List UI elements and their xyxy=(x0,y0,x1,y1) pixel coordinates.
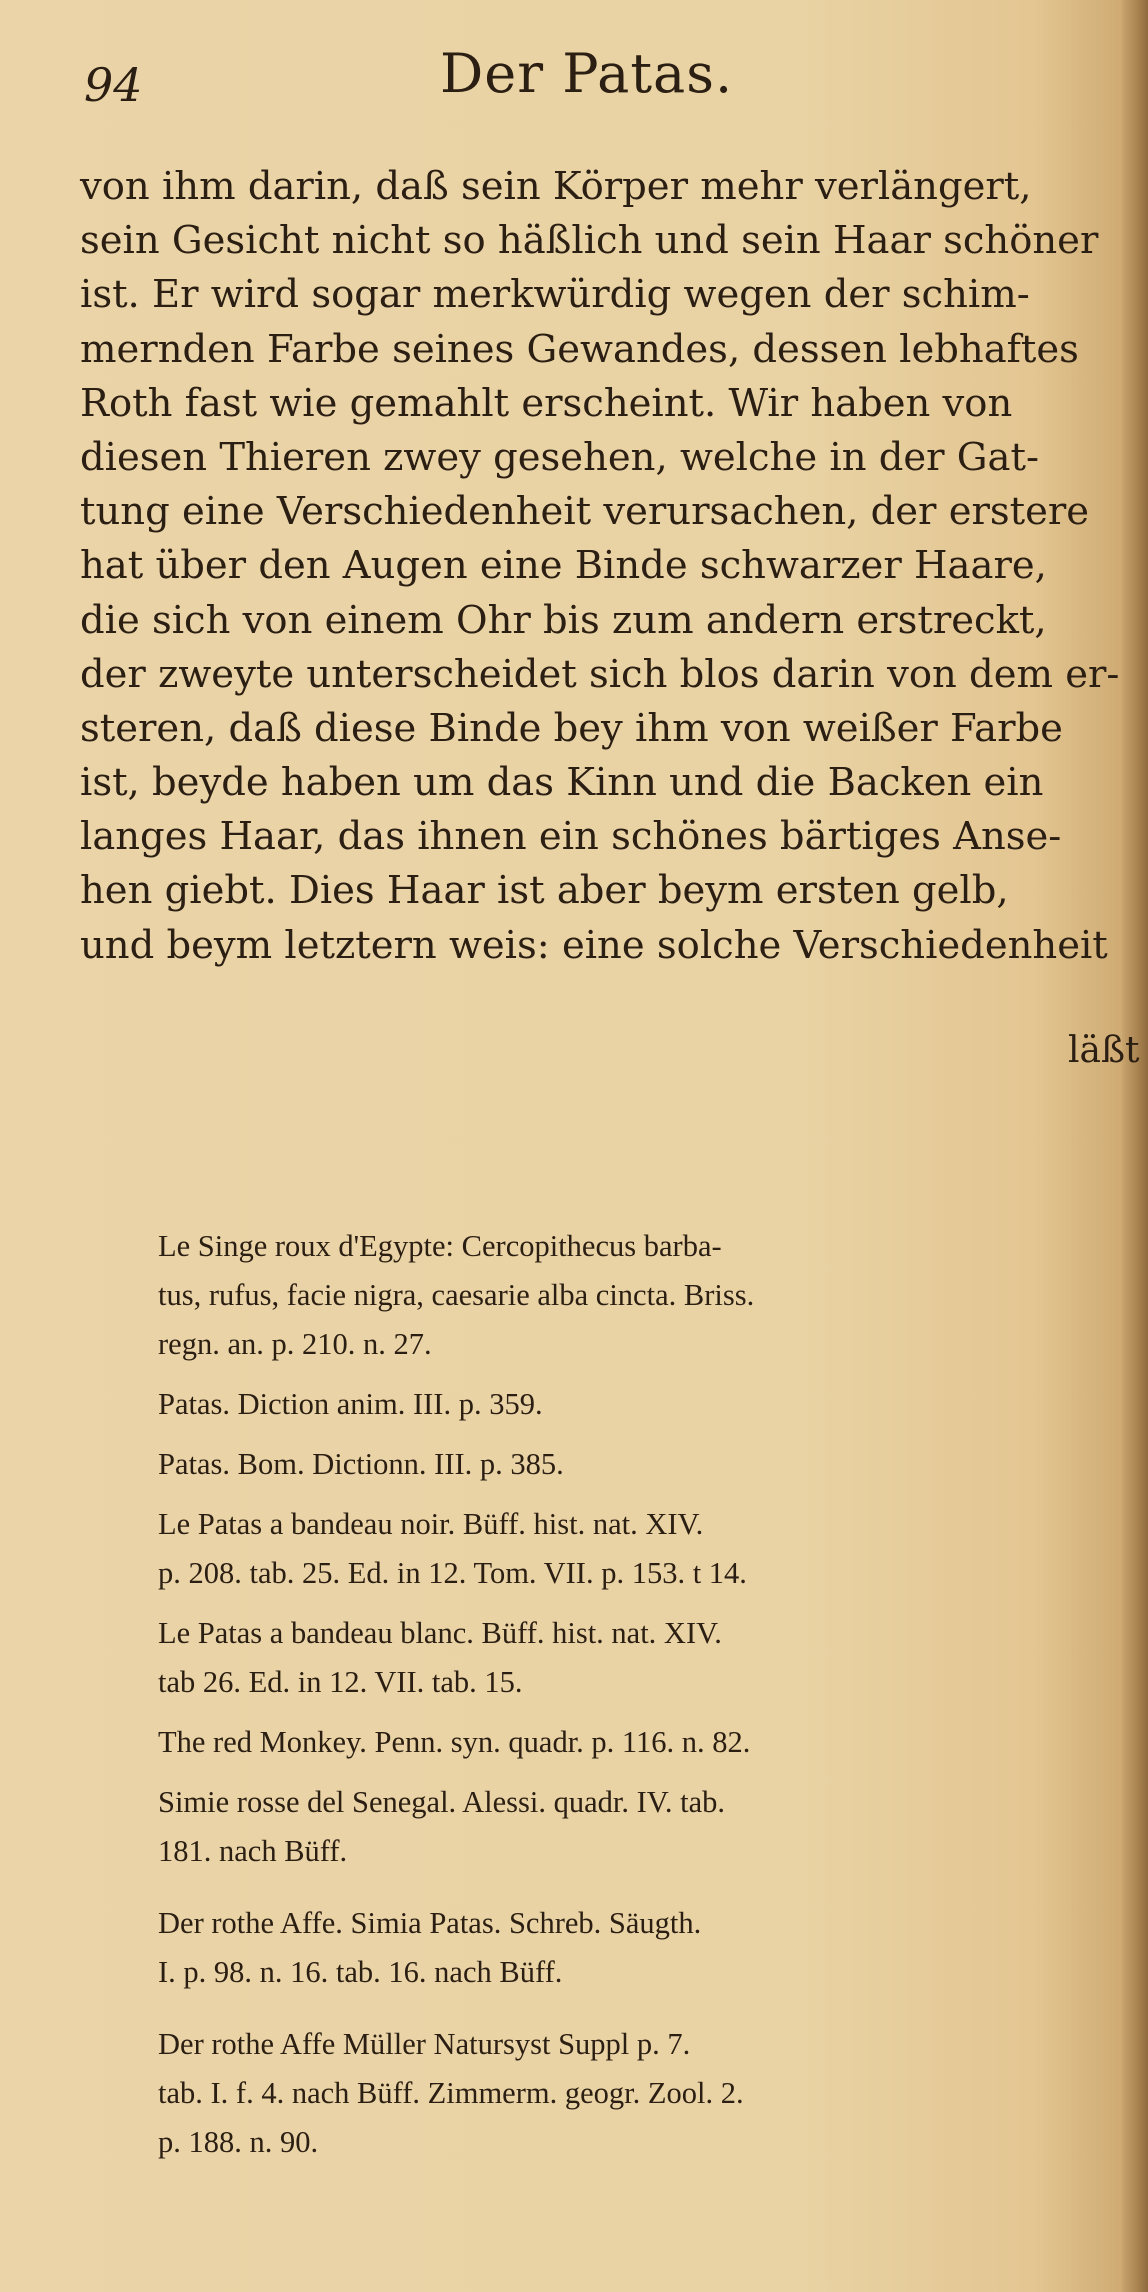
page-number: 94 xyxy=(84,58,143,112)
body-line: tung eine Verschiedenheit verursachen, der erstere xyxy=(80,489,1090,535)
catchword: läßt xyxy=(1068,1030,1140,1071)
reference-entry xyxy=(158,1500,1108,1598)
reference-line: I. p. 98. n. 16. tab. 16. nach Büff. xyxy=(158,1955,563,1989)
body-line: mernden Farbe seines Gewandes, dessen lebhaftes xyxy=(80,326,1079,372)
body-line: hen giebt. Dies Haar ist aber beym ersten gelb, xyxy=(80,868,1009,914)
reference-line: p. 208. tab. 25. Ed. in 12. Tom. VII. p. 153. t 14. xyxy=(158,1556,747,1590)
reference-entry xyxy=(158,2020,1108,2167)
reference-entry xyxy=(158,1778,1108,1876)
body-line: sein Gesicht nicht so häßlich und sein Haar schöner xyxy=(80,218,1099,264)
reference-line: tab 26. Ed. in 12. VII. tab. 15. xyxy=(158,1665,523,1699)
reference-line: The red Monkey. Penn. syn. quadr. p. 116. n. 82. xyxy=(158,1725,751,1759)
body-line: und beym letztern weis: eine solche Verschiedenheit xyxy=(80,922,1108,968)
reference-line: Der rothe Affe. Simia Patas. Schreb. Säugth. xyxy=(158,1906,702,1940)
body-line: die sich von einem Ohr bis zum andern erstreckt, xyxy=(80,597,1047,643)
body-line: langes Haar, das ihnen ein schönes bärtiges Anse- xyxy=(80,814,1062,860)
body-line: ist. Er wird sogar merkwürdig wegen der schim- xyxy=(80,272,1030,318)
body-line: der zweyte unterscheidet sich blos darin von dem er- xyxy=(80,651,1120,697)
reference-line: 181. nach Büff. xyxy=(158,1834,348,1868)
reference-line: Patas. Bom. Dictionn. III. p. 385. xyxy=(158,1447,564,1481)
running-head: Der Patas. xyxy=(440,42,734,105)
reference-line: tus, rufus, facie nigra, caesarie alba cincta. Briss. xyxy=(158,1278,755,1312)
reference-line: Le Singe roux d'Egypte: Cercopithecus barba- xyxy=(158,1229,722,1263)
reference-entry xyxy=(158,1718,1108,1767)
reference-line: p. 188. n. 90. xyxy=(158,2125,319,2159)
reference-entry xyxy=(158,1440,1108,1489)
reference-list xyxy=(158,1222,1108,2167)
reference-entry xyxy=(158,1380,1108,1429)
reference-line: Simie rosse del Senegal. Alessi. quadr. IV. tab. xyxy=(158,1785,726,1819)
body-line: Roth fast wie gemahlt erscheint. Wir haben von xyxy=(80,380,1013,426)
reference-line: Der rothe Affe Müller Natursyst Suppl p. 7. xyxy=(158,2027,691,2061)
body-line: diesen Thieren zwey gesehen, welche in der Gat- xyxy=(80,434,1039,480)
reference-line: Patas. Diction anim. III. p. 359. xyxy=(158,1387,543,1421)
body-line: ist, beyde haben um das Kinn und die Backen ein xyxy=(80,760,1044,806)
reference-line: Le Patas a bandeau blanc. Büff. hist. nat. XIV. xyxy=(158,1616,722,1650)
body-line: von ihm darin, daß sein Körper mehr verlängert, xyxy=(80,164,1032,209)
reference-entry xyxy=(158,1899,1108,1997)
page-edge xyxy=(1122,0,1148,2292)
reference-line: Le Patas a bandeau noir. Büff. hist. nat. XIV. xyxy=(158,1507,704,1541)
reference-line: regn. an. p. 210. n. 27. xyxy=(158,1327,432,1361)
body-text xyxy=(80,160,1120,973)
reference-entry xyxy=(158,1222,1108,1369)
reference-line: tab. I. f. 4. nach Büff. Zimmerm. geogr. Zool. 2. xyxy=(158,2076,744,2110)
body-line: steren, daß diese Binde bey ihm von weißer Farbe xyxy=(80,705,1063,751)
reference-entry xyxy=(158,1609,1108,1707)
body-line: hat über den Augen eine Binde schwarzer Haare, xyxy=(80,543,1047,589)
